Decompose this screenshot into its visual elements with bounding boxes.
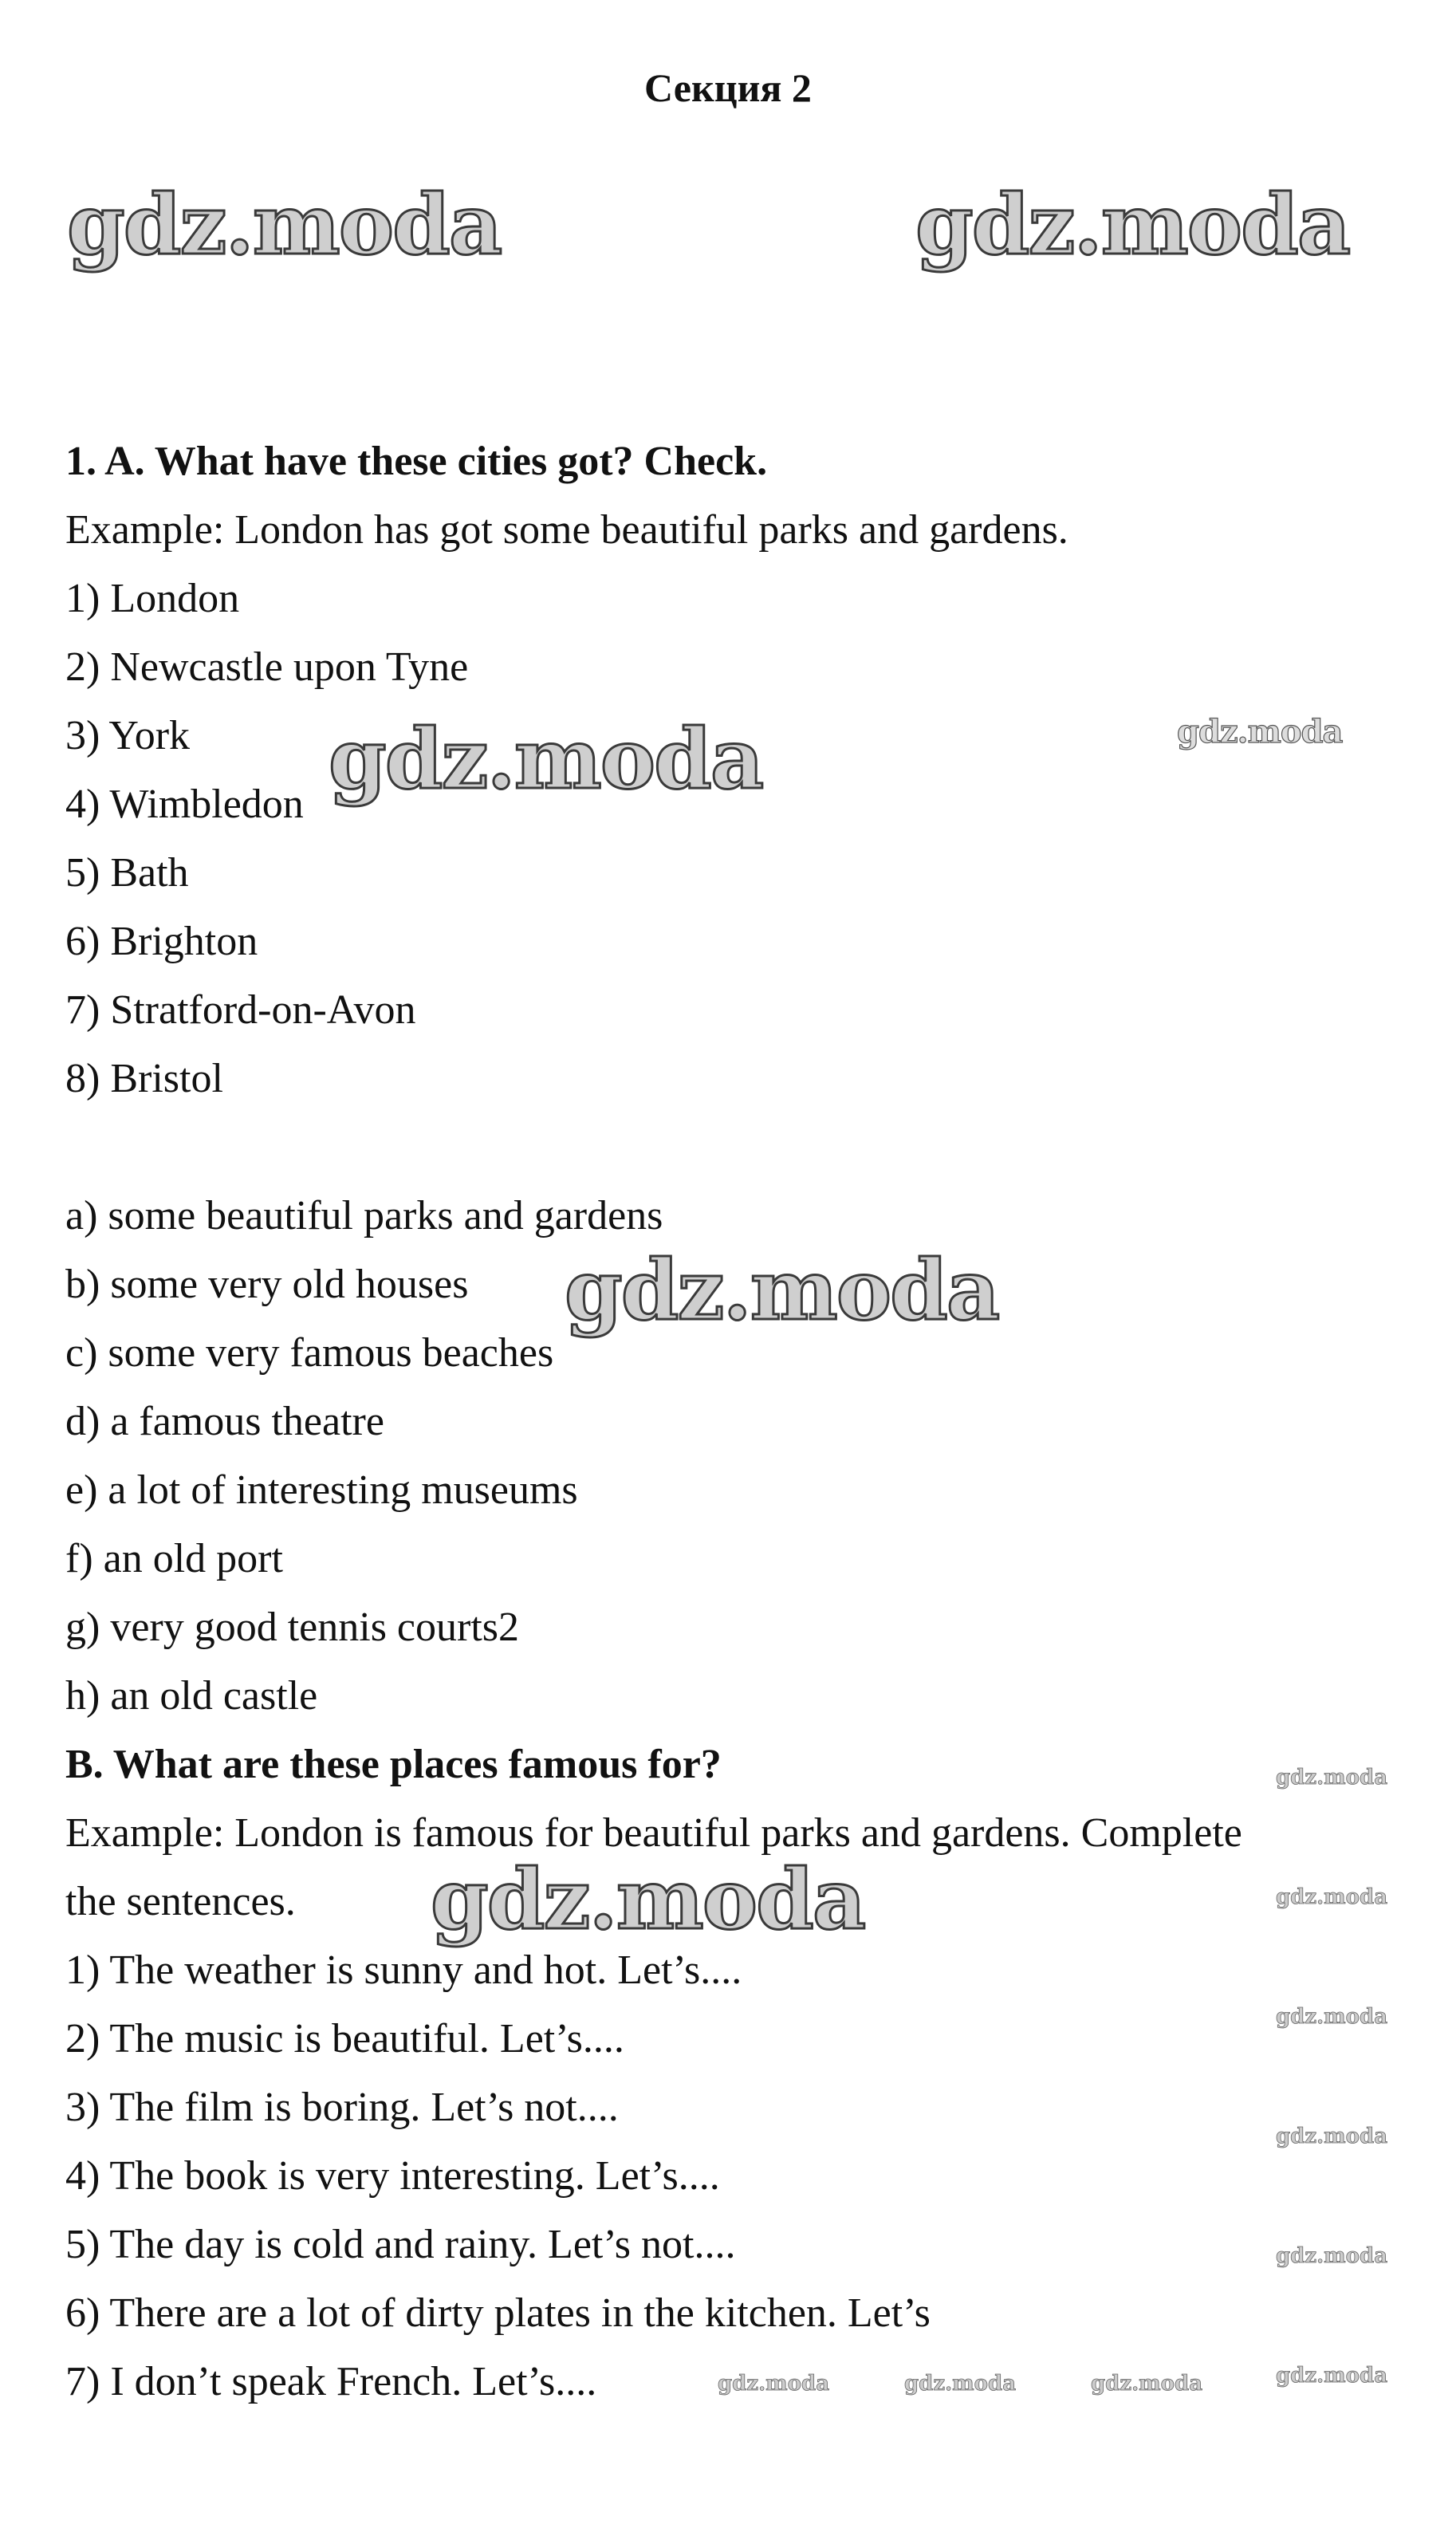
section-b-example-continued: the sentences.: [65, 1879, 296, 1924]
watermark: gdz.moda: [915, 175, 1350, 274]
list-item: e) a lot of interesting museums: [65, 1467, 578, 1513]
list-item: 6) There are a lot of dirty plates in the kitchen. Let’s: [65, 2290, 931, 2336]
list-item: 6) Brighton: [65, 919, 258, 964]
list-item: 1) London: [65, 576, 240, 621]
list-item: 4) Wimbledon: [65, 782, 304, 827]
section-b-example: Example: London is famous for beautiful parks and gardens. Complete: [65, 1810, 1242, 1856]
list-item: c) some very famous beaches: [65, 1330, 554, 1376]
watermark: gdz.moda: [67, 175, 502, 274]
list-item: 1) The weather is sunny and hot. Let’s....: [65, 1947, 742, 1993]
watermark: gdz.moda: [1276, 2124, 1388, 2148]
watermark: gdz.moda: [718, 2372, 830, 2396]
section-a-example: Example: London has got some beautiful parks and gardens.: [65, 507, 1068, 553]
watermark: gdz.moda: [431, 1850, 865, 1948]
watermark: gdz.moda: [1177, 713, 1343, 750]
list-item: b) some very old houses: [65, 1262, 469, 1307]
watermark: gdz.moda: [1276, 2364, 1388, 2388]
section-a-heading: 1. A. What have these cities got? Check.: [65, 439, 768, 484]
watermark: gdz.moda: [1276, 2005, 1388, 2029]
watermark: gdz.moda: [1276, 2244, 1388, 2268]
page-title: Секция 2: [644, 65, 812, 110]
list-item: d) a famous theatre: [65, 1399, 384, 1444]
watermark: gdz.moda: [565, 1241, 999, 1339]
list-item: 4) The book is very interesting. Let’s....: [65, 2153, 720, 2199]
list-item: h) an old castle: [65, 1673, 318, 1719]
list-item: 5) The day is cold and rainy. Let’s not....: [65, 2222, 736, 2267]
list-item: 7) Stratford-on-Avon: [65, 987, 416, 1033]
list-item: g) very good tennis courts2: [65, 1605, 520, 1650]
watermark: gdz.moda: [329, 710, 763, 808]
list-item: f) an old port: [65, 1536, 283, 1581]
list-item: a) some beautiful parks and gardens: [65, 1193, 663, 1238]
watermark: gdz.moda: [1276, 1885, 1388, 1909]
list-item: 2) Newcastle upon Tyne: [65, 644, 469, 690]
watermark: gdz.moda: [904, 2372, 1017, 2396]
list-item: 2) The music is beautiful. Let’s....: [65, 2016, 624, 2061]
list-item: 8) Bristol: [65, 1056, 223, 1101]
list-item: 5) Bath: [65, 850, 189, 896]
list-item: 3) York: [65, 713, 191, 758]
watermark: gdz.moda: [1091, 2372, 1203, 2396]
watermark: gdz.moda: [1276, 1766, 1388, 1790]
list-item: 3) The film is boring. Let’s not....: [65, 2085, 619, 2130]
section-b-heading: B. What are these places famous for?: [65, 1742, 722, 1787]
list-item: 7) I don’t speak French. Let’s....: [65, 2359, 597, 2404]
